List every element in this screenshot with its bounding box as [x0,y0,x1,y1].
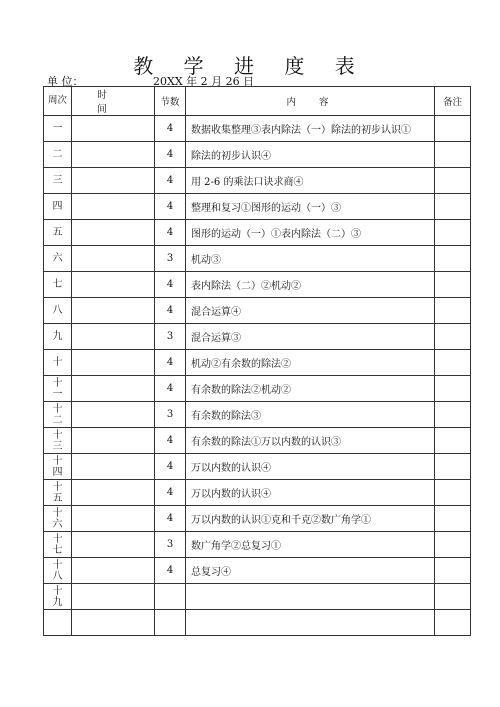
content-cell: 机动③ [186,246,435,272]
header-hours: 节数 [155,87,186,116]
hours-cell: 3 [155,324,186,350]
time-cell [72,428,155,454]
table-row [44,428,471,454]
content-cell [186,584,435,610]
hours-cell: 4 [155,428,186,454]
table-row [44,584,471,610]
time-cell [72,584,155,610]
week-cell: 九 [44,324,72,350]
week-cell: 十 [44,350,72,376]
time-cell [72,610,155,636]
hours-cell: 4 [155,168,186,194]
date-text: 20XX 年 2 月 26 日 [153,75,255,88]
table-row [44,532,471,558]
notes-cell [435,142,471,168]
week-cell: 二 [44,142,72,168]
week-cell: 十五 [44,480,72,506]
notes-cell [435,402,471,428]
hours-cell: 4 [155,220,186,246]
content-cell: 数广角学②总复习① [186,532,435,558]
week-cell: 八 [44,298,72,324]
hours-cell: 4 [155,558,186,584]
week-cell: 十三 [44,428,72,454]
notes-cell [435,220,471,246]
content-cell: 有余数的除法③ [186,402,435,428]
notes-cell [435,506,471,532]
table-row [44,506,471,532]
notes-cell [435,558,471,584]
notes-cell [435,454,471,480]
hours-cell: 4 [155,506,186,532]
table-row [44,220,471,246]
content-cell: 图形的运动（一）①表内除法（二）③ [186,220,435,246]
time-cell [72,116,155,142]
content-cell: 万以内数的认识④ [186,454,435,480]
time-cell [72,272,155,298]
notes-cell [435,116,471,142]
table-row [44,194,471,220]
week-cell: 五 [44,220,72,246]
content-cell: 机动②有余数的除法② [186,350,435,376]
table-row [44,402,471,428]
hours-cell: 4 [155,272,186,298]
header-week: 周次 [44,87,72,116]
content-cell: 有余数的除法②机动② [186,376,435,402]
table-row [44,142,471,168]
table-header-row [44,87,471,116]
content-cell: 除法的初步认识④ [186,142,435,168]
week-cell [44,610,72,636]
content-cell: 有余数的除法①万以内数的认识③ [186,428,435,454]
notes-cell [435,246,471,272]
week-cell: 十二 [44,402,72,428]
table-row [44,116,471,142]
notes-cell [435,194,471,220]
week-cell: 六 [44,246,72,272]
content-cell [186,610,435,636]
time-cell [72,194,155,220]
notes-cell [435,324,471,350]
week-cell: 十一 [44,376,72,402]
week-cell: 一 [44,116,72,142]
notes-cell [435,532,471,558]
content-cell: 混合运算④ [186,298,435,324]
notes-cell [435,610,471,636]
week-cell: 十四 [44,454,72,480]
week-cell: 十七 [44,532,72,558]
hours-cell: 4 [155,454,186,480]
time-cell [72,506,155,532]
hours-cell: 4 [155,116,186,142]
table-row [44,272,471,298]
time-cell [72,532,155,558]
unit-label: 单 位： [47,75,84,88]
table-row [44,324,471,350]
time-cell [72,402,155,428]
header-notes: 备注 [435,87,471,116]
hours-cell: 4 [155,480,186,506]
notes-cell [435,376,471,402]
schedule-table [43,86,471,636]
table-row [44,610,471,636]
time-cell [72,142,155,168]
content-cell: 表内除法（二）②机动② [186,272,435,298]
week-cell: 七 [44,272,72,298]
content-cell: 整理和复习①图形的运动（一）③ [186,194,435,220]
week-cell: 十九 [44,584,72,610]
header-content: 内 容 [186,87,435,116]
notes-cell [435,298,471,324]
content-cell: 万以内数的认识④ [186,480,435,506]
time-cell [72,480,155,506]
header-time: 时 间 [72,87,155,116]
hours-cell: 4 [155,350,186,376]
notes-cell [435,584,471,610]
hours-cell [155,610,186,636]
notes-cell [435,168,471,194]
content-cell: 万以内数的认识①克和千克②数广角学① [186,506,435,532]
hours-cell [155,584,186,610]
hours-cell: 4 [155,142,186,168]
content-cell: 用 2-6 的乘法口诀求商④ [186,168,435,194]
content-cell: 总复习④ [186,558,435,584]
notes-cell [435,480,471,506]
time-cell [72,376,155,402]
table-row [44,246,471,272]
week-cell: 三 [44,168,72,194]
content-cell: 数据收集整理③表内除法（一）除法的初步认识① [186,116,435,142]
time-cell [72,168,155,194]
time-cell [72,220,155,246]
notes-cell [435,428,471,454]
table-row [44,168,471,194]
hours-cell: 3 [155,246,186,272]
hours-cell: 3 [155,532,186,558]
content-cell: 混合运算③ [186,324,435,350]
hours-cell: 3 [155,402,186,428]
table-row [44,454,471,480]
notes-cell [435,350,471,376]
week-cell: 十八 [44,558,72,584]
table-row [44,558,471,584]
time-cell [72,324,155,350]
table-row [44,350,471,376]
hours-cell: 4 [155,298,186,324]
time-cell [72,298,155,324]
notes-cell [435,272,471,298]
time-cell [72,558,155,584]
time-cell [72,246,155,272]
hours-cell: 4 [155,194,186,220]
table-row [44,480,471,506]
hours-cell: 4 [155,376,186,402]
page-title: 教 学 进 度 表 [133,54,367,78]
table-row [44,298,471,324]
time-cell [72,454,155,480]
time-cell [72,350,155,376]
week-cell: 十六 [44,506,72,532]
week-cell: 四 [44,194,72,220]
table-row [44,376,471,402]
